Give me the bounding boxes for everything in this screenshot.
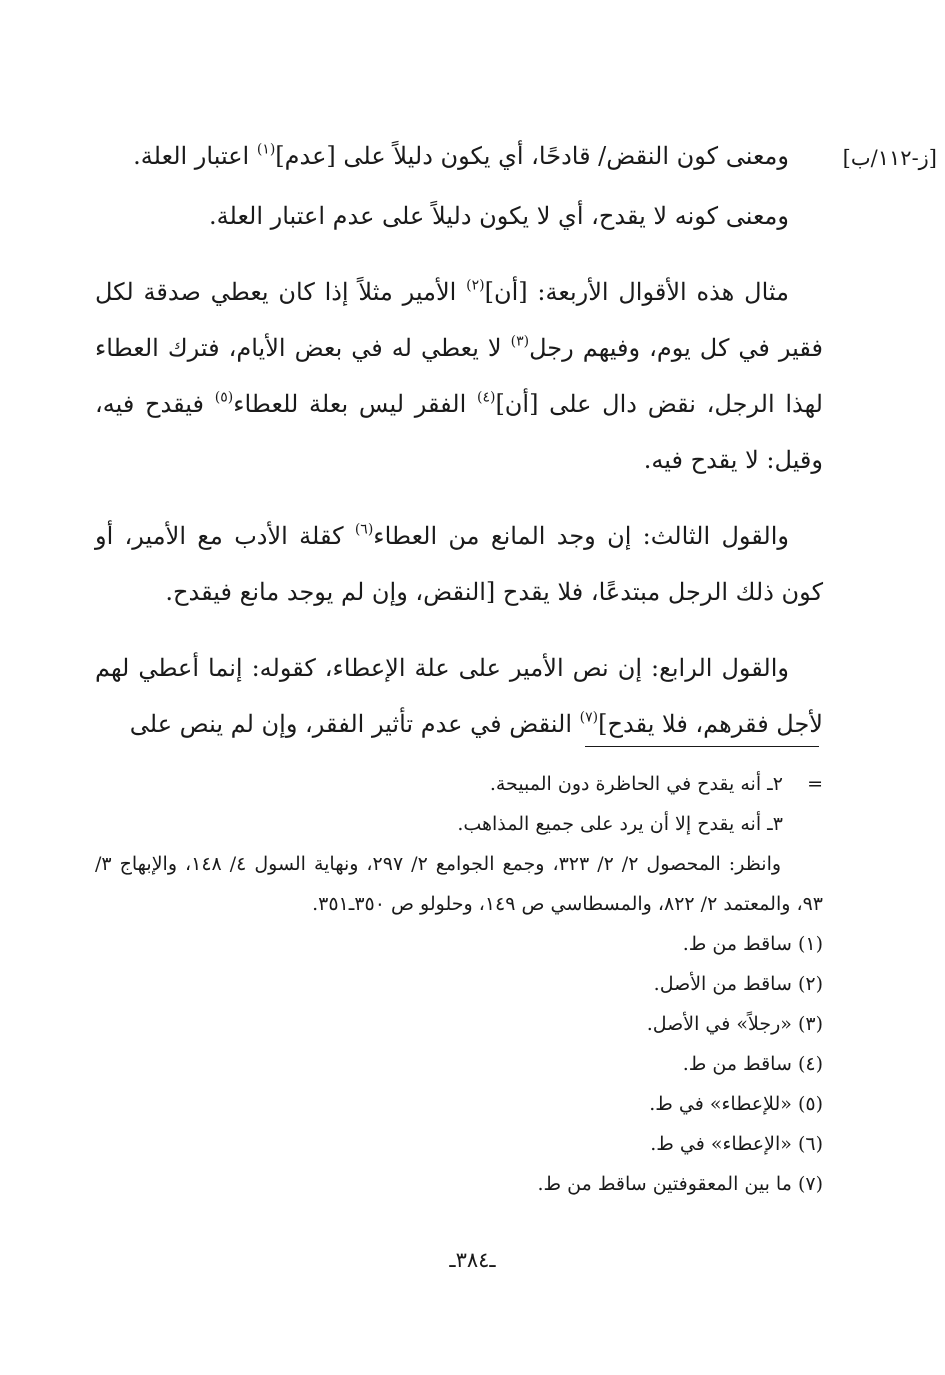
footnote-1: (١) ساقط من ط. <box>682 933 823 955</box>
footnote-number: (٦) <box>797 1133 823 1155</box>
footnote-number: (٣) <box>797 1013 823 1035</box>
footnote-continued-2: ٣ـ أنه يقدح إلا أن يرد على جميع المذاهب. <box>457 813 783 835</box>
paragraph-3: مثال هذه الأقوال الأربعة: [أن]$^{(٢)}$ الأمير مثلاً إذا كان يعطي صدقة لكل فقير في كل يوم، وفيهم رجل$^{(٣)}$ لا يعطي له في بعض الأيام، فترك العطاء لهذا الرجل، نقض دال على [أن]$^{(٤)}$ الفقر ليس بعلة للعطاء$^{(٥)}$ فيقدح فيه، وقيل: لا يقدح فيه. <box>95 277 823 474</box>
manuscript-folio-marker: [ز-١١٢/ب] <box>842 146 937 170</box>
footnote-ref-2: (٢) <box>466 277 485 294</box>
paragraph-1: ومعنى كون النقض/ قادحًا، أي يكون دليلاً على [عدم]$^{(١)}$ اعتبار العلة. <box>133 141 789 170</box>
footnote-number: (٤) <box>797 1053 823 1075</box>
main-text <box>95 128 823 772</box>
footnote-6: (٦) «الإعطاء» في ط. <box>650 1133 823 1155</box>
footnote-number: (١) <box>797 933 823 955</box>
footnotes <box>95 764 823 1204</box>
footnote-4: (٤) ساقط من ط. <box>682 1053 823 1075</box>
footnote-continued-3: وانظر: المحصول ٢/ ٢/ ٣٢٣، وجمع الجوامع ٢/ ٢٩٧، ونهاية السول ٤/ ١٤٨، والإبهاج ٣/ ٩٣، والمعتمد ٢/ ٨٢٢، والمسطاسي ص ١٤٩، وحلولو ص ٣٥٠ـ٣٥١. <box>95 853 823 915</box>
footnote-ref-1: (١) <box>256 141 276 158</box>
footnote-separator <box>585 746 819 747</box>
footnote-ref-3: (٣) <box>510 333 530 350</box>
page-number: ـ٣٨٤ـ <box>449 1248 496 1272</box>
footnote-ref-7: (٧) <box>579 709 599 726</box>
paragraph-4: والقول الثالث: إن وجد المانع من العطاء$^{(٦)}$ كقلة الأدب مع الأمير، أو كون ذلك الرجل مبتدعًا، فلا يقدح [النقض، وإن لم يوجد مانع فيقدح. <box>95 521 823 606</box>
footnote-continued-1: = ٢ـ أنه يقدح في الحاظرة دون المبيحة. <box>489 773 823 795</box>
footnote-number: (٥) <box>797 1093 823 1115</box>
footnote-3: (٣) «رجلاً» في الأصل. <box>646 1013 823 1035</box>
footnote-7: (٧) ما بين المعقوفتين ساقط من ط. <box>537 1173 823 1195</box>
footnote-ref-6: (٦) <box>354 521 374 538</box>
footnote-ref-5: (٥) <box>214 389 234 406</box>
footnote-number: (٢) <box>797 973 823 995</box>
footnote-ref-4: (٤) <box>476 389 496 406</box>
paragraph-2: ومعنى كونه لا يقدح، أي لا يكون دليلاً على عدم اعتبار العلة. <box>209 202 789 230</box>
footnote-5: (٥) «للإعطاء» في ط. <box>649 1093 823 1115</box>
footnote-number: (٧) <box>797 1173 823 1195</box>
paragraph-5: والقول الرابع: إن نص الأمير على علة الإعطاء، كقوله: إنما أعطي لهم لأجل فقرهم، فلا يقدح]$^{(٧)}$ النقض في عدم تأثير الفقر، وإن لم ينص على <box>95 654 823 738</box>
footnote-2: (٢) ساقط من الأصل. <box>653 973 823 995</box>
